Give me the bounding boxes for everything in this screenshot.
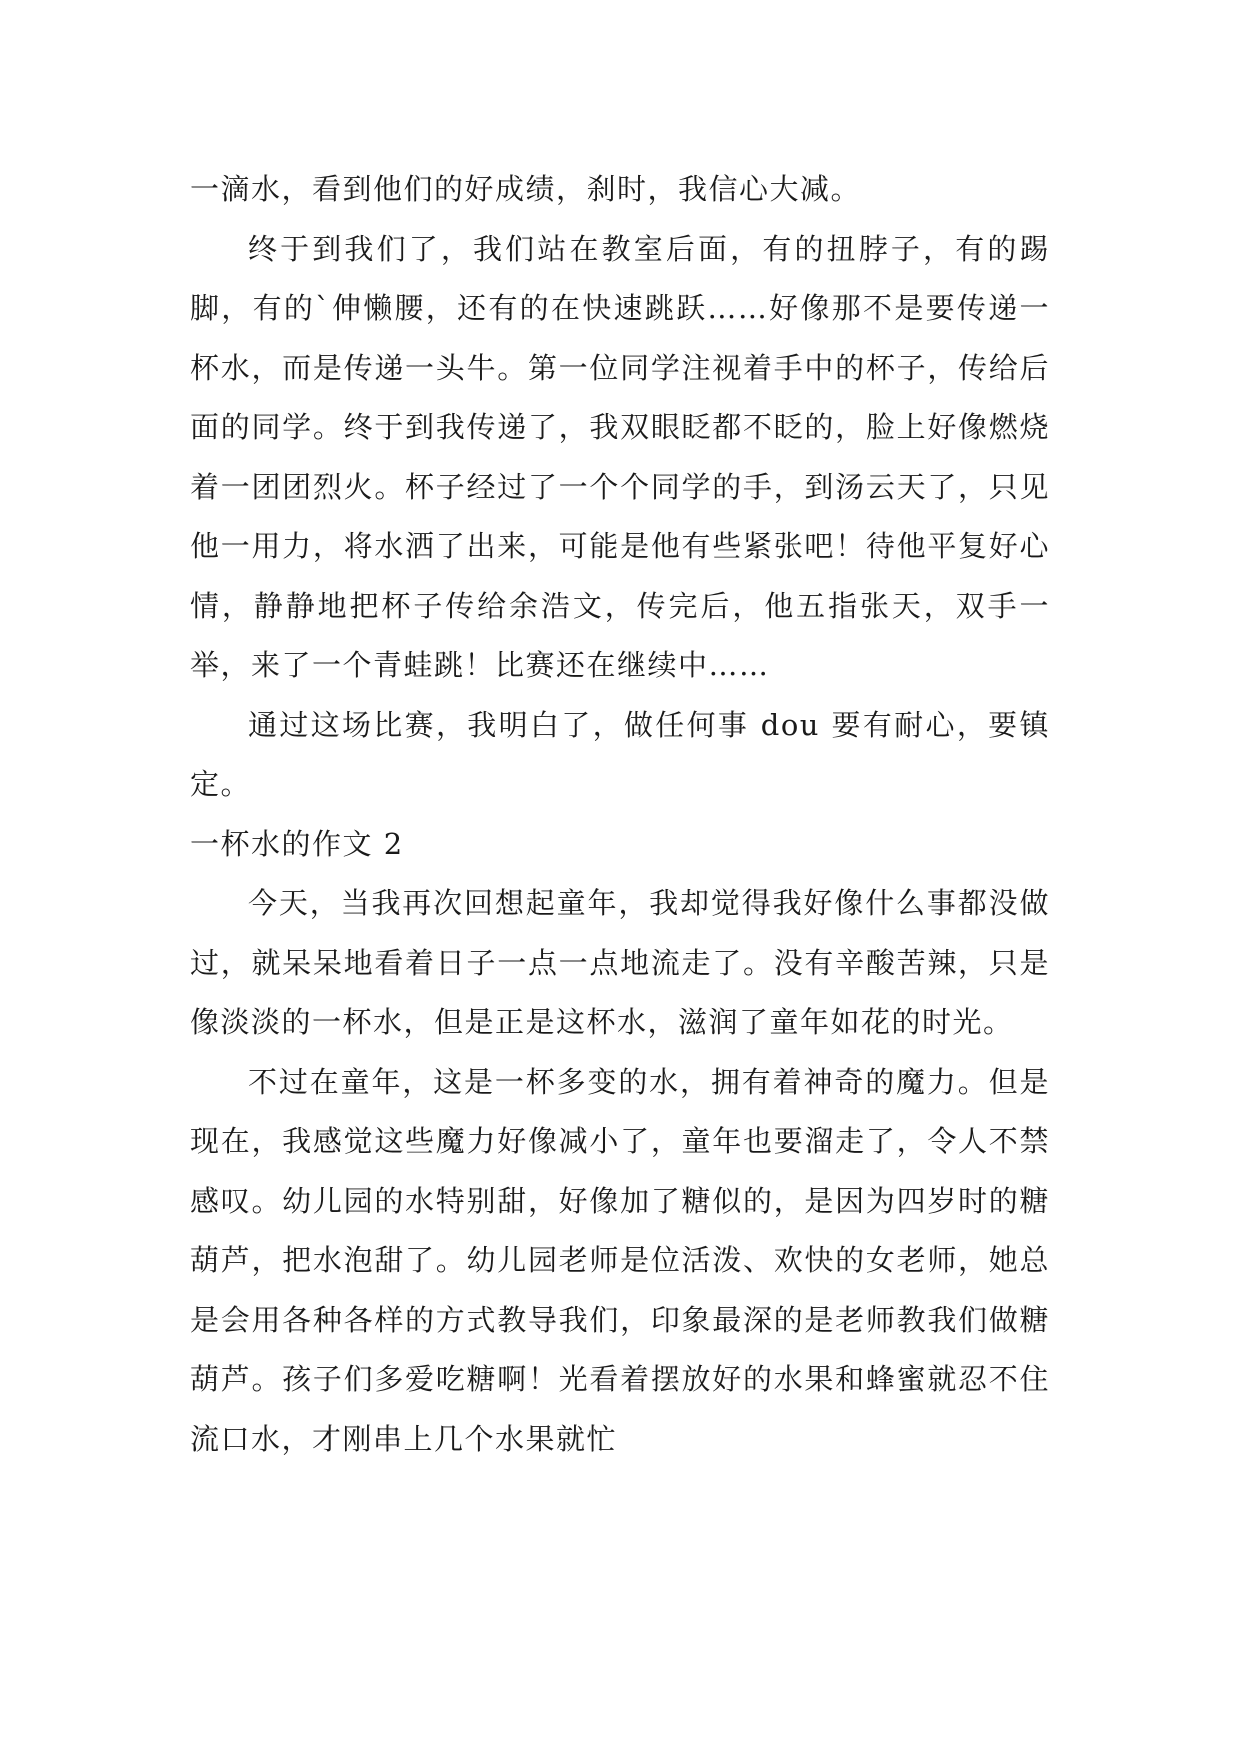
paragraph: 终于到我们了，我们站在教室后面，有的扭脖子，有的踢脚，有的`伸懒腰，还有的在快速跳跃……好像那不是要传递一杯水，而是传递一头牛。第一位同学注视着手中的杯子，传给后面的同学。终于到我传递了，我双眼眨都不眨的，脸上好像燃烧着一团团烈火。杯子经过了一个个同学的手，到汤云天了，只见他一用力，将水洒了出来，可能是他有些紧张吧！待他平复好心情，静静地把杯子传给余浩文，传完后，他五指张天，双手一举，来了一个青蛙跳！比赛还在继续中……	[190, 231, 1050, 682]
paragraph: 通过这场比赛，我明白了，做任何事 dou 要有耐心，要镇定。	[190, 707, 1050, 801]
section-title: 一杯水的作文 2	[190, 826, 404, 861]
paragraph: 一滴水，看到他们的好成绩，刹时，我信心大减。	[190, 172, 862, 206]
paragraph: 今天，当我再次回想起童年，我却觉得我好像什么事都没做过，就呆呆地看着日子一点一点地流走了。没有辛酸苦辣，只是像淡淡的一杯水，但是正是这杯水，滋润了童年如花的时光。	[190, 886, 1050, 1039]
document-body	[190, 160, 1050, 1469]
paragraph: 不过在童年，这是一杯多变的水，拥有着神奇的魔力。但是现在，我感觉这些魔力好像减小了，童年也要溜走了，令人不禁感叹。幼儿园的水特别甜，好像加了糖似的，是因为四岁时的糖葫芦，把水泡甜了。幼儿园老师是位活泼、欢快的女老师，她总是会用各种各样的方式教导我们，印象最深的是老师教我们做糖葫芦。孩子们多爱吃糖啊！光看着摆放好的水果和蜂蜜就忍不住流口水，才刚串上几个水果就忙	[190, 1064, 1050, 1456]
